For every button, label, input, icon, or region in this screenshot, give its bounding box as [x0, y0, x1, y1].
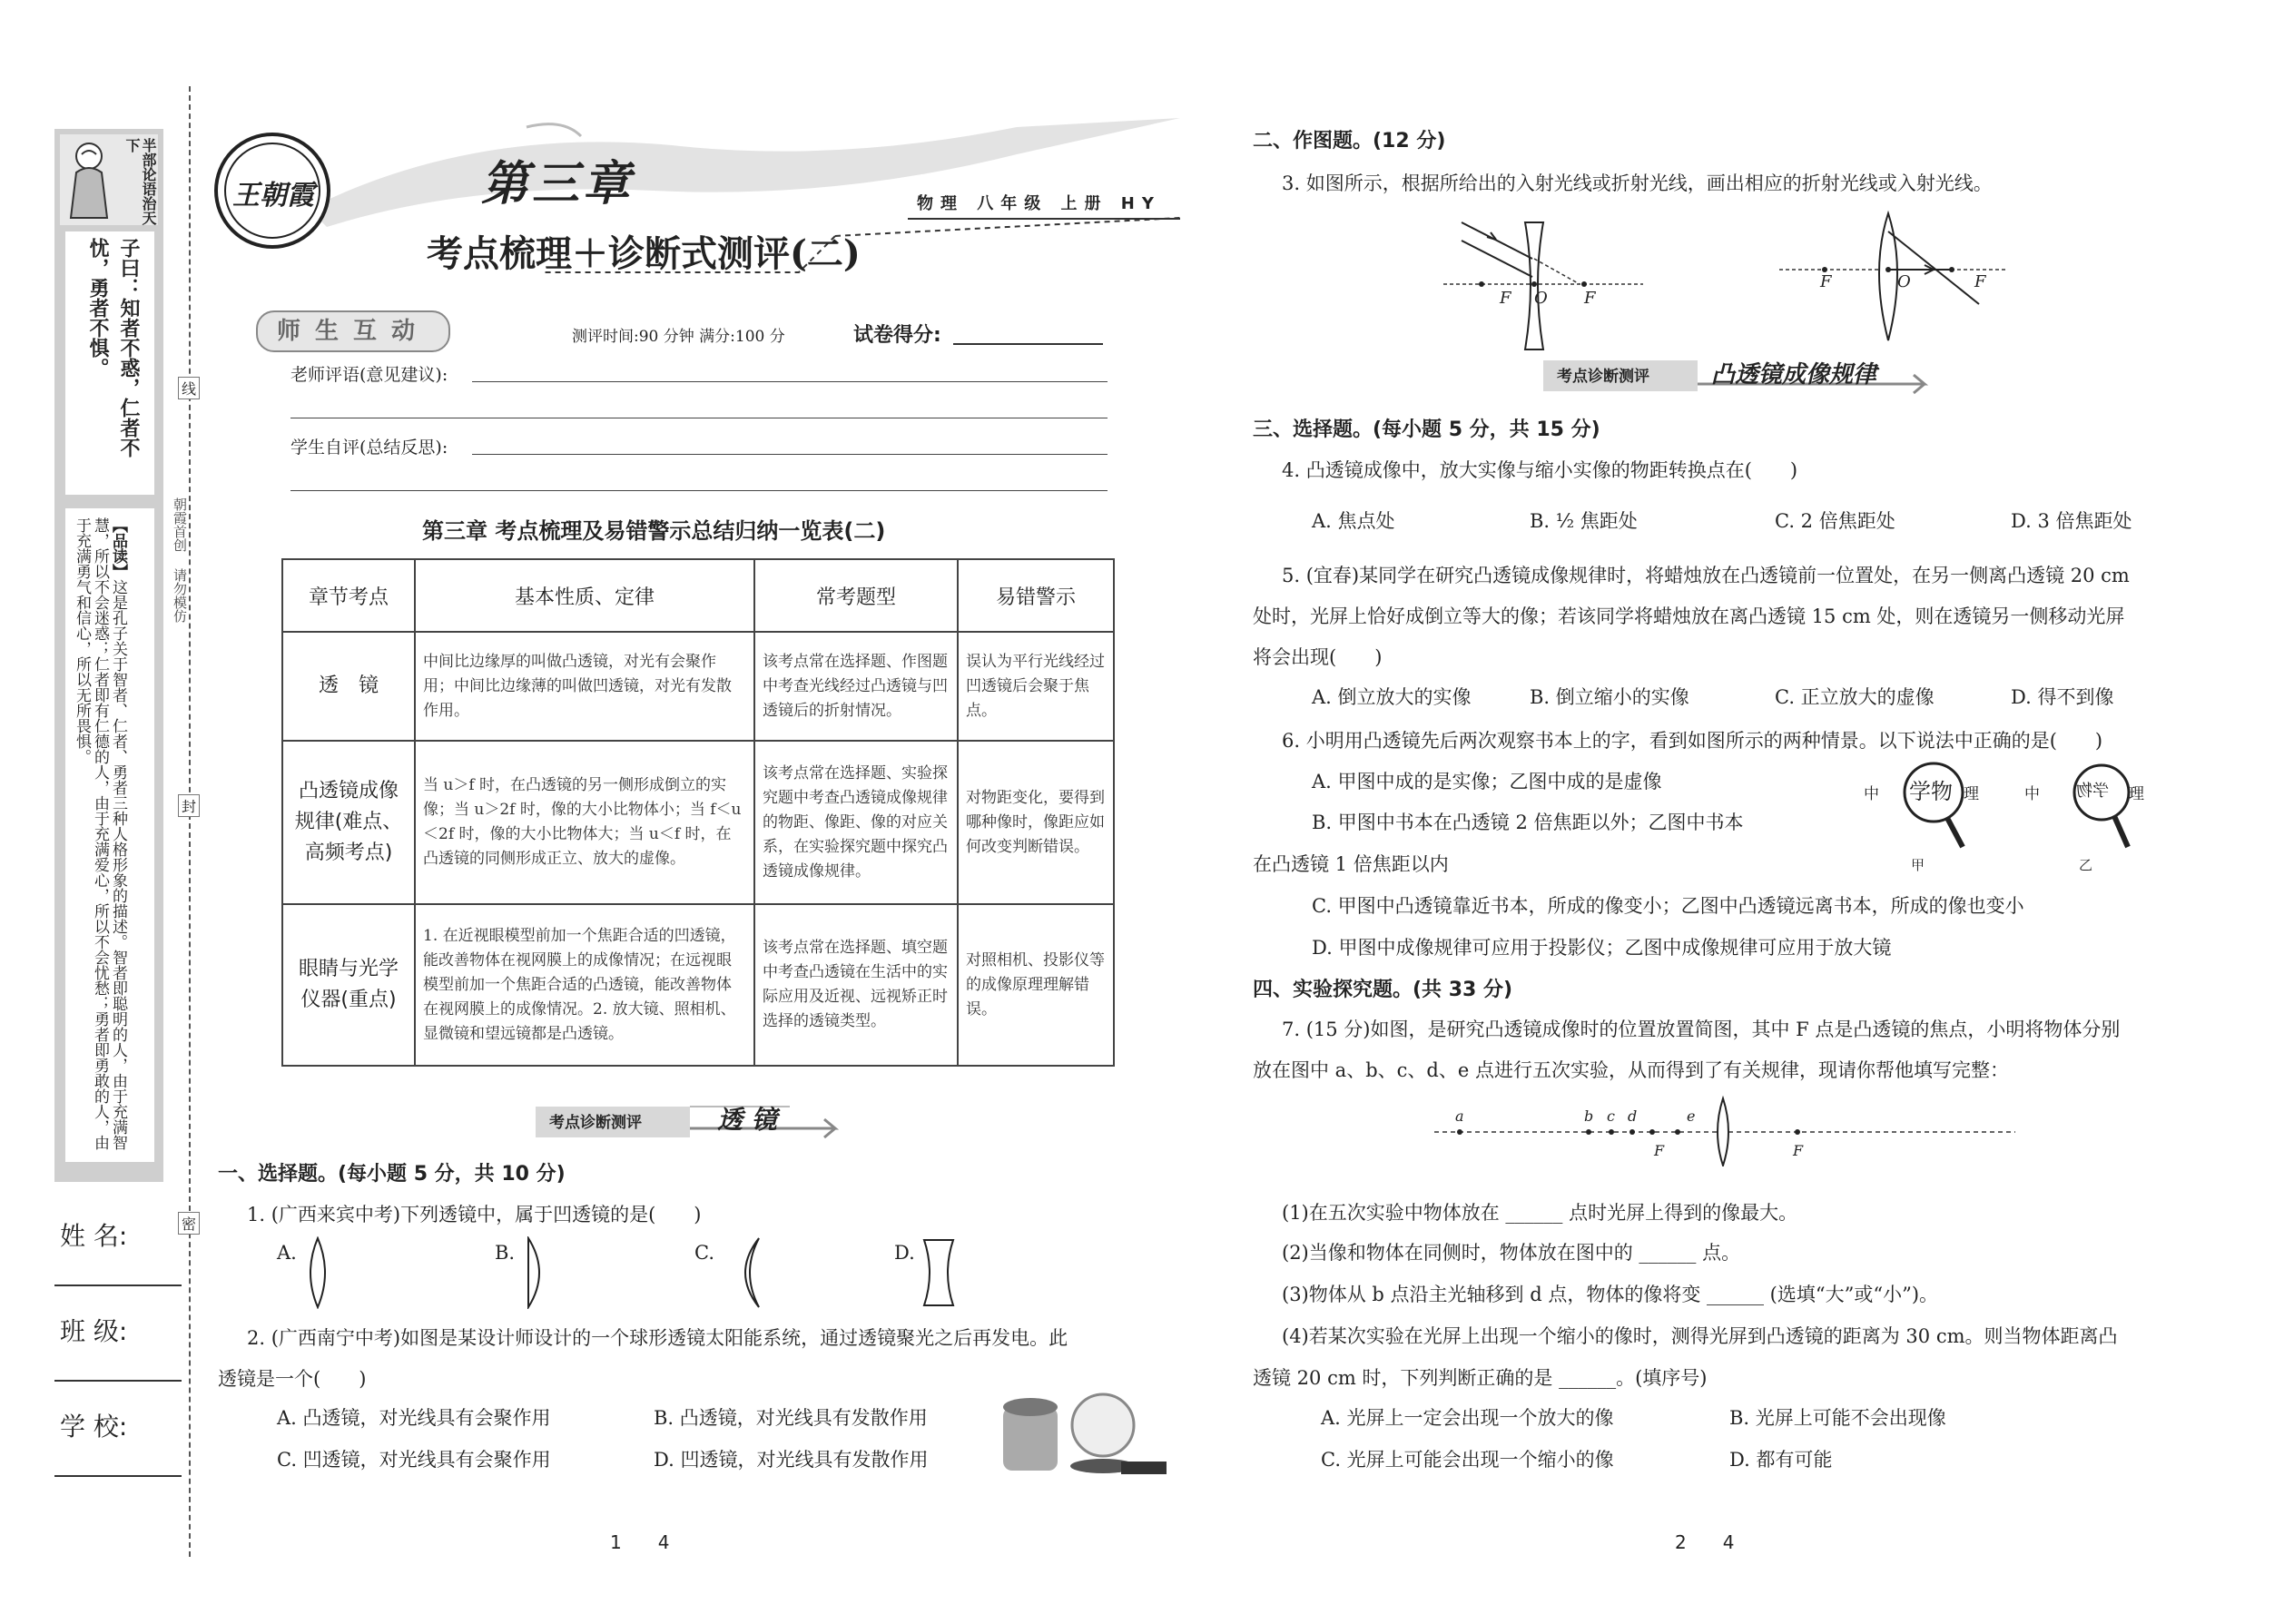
teacher-student-badge: 师生互动 [256, 310, 450, 352]
q7-sub-1: (1)在五次实验中物体放在 ______ 点时光屏上得到的像最大。 [1282, 1202, 1798, 1224]
page-subtitle: 考点梳理＋诊断式测评(二) [427, 232, 861, 275]
test-info: 测评时间:90 分钟 满分:100 分 [572, 328, 785, 346]
focus-label: O [1534, 289, 1548, 308]
q2-option-b[interactable]: B. 凸透镜，对光线具有发散作用 [654, 1407, 928, 1429]
col-header: 章节考点 [282, 559, 415, 632]
confucius-figure-icon [62, 136, 116, 222]
solar-sphere-photo [994, 1380, 1176, 1480]
convex-lens-icon [300, 1236, 336, 1309]
q6-option-a[interactable]: A. 甲图中成的是实像；乙图中成的是虚像 [1312, 771, 1662, 792]
col-header: 常考题型 [754, 559, 958, 632]
class-label: 班 级: [60, 1316, 128, 1346]
summary-table [281, 558, 1115, 1067]
section-2-title: 二、作图题。(12 分) [1253, 130, 1446, 153]
q7-sub-4-cont: 透镜 20 cm 时，下列判断正确的是 ______。(填序号) [1253, 1367, 1708, 1389]
student-comment-label: 学生自评(总结反思): [290, 438, 448, 458]
col-header: 基本性质、定律 [415, 559, 754, 632]
focus-label: F [1500, 289, 1511, 308]
q4-option-b[interactable]: B. ½ 焦距处 [1530, 510, 1638, 532]
q5-option-d[interactable]: D. 得不到像 [2011, 686, 2114, 708]
q1-option-d[interactable]: D. [894, 1242, 915, 1264]
q4-option-a[interactable]: A. 焦点处 [1312, 510, 1395, 532]
axis-point-d: d [1628, 1107, 1638, 1125]
question-5-line3: 将会出现( ) [1253, 646, 1383, 668]
q5-option-c[interactable]: C. 正立放大的虚像 [1775, 686, 1935, 708]
margin-mark-xian: 线 [178, 377, 200, 399]
sidebar-brand-area [60, 134, 158, 225]
diagnostic-badge-2: 考点诊断测评 [1557, 368, 1649, 386]
name-label: 姓 名: [60, 1221, 128, 1251]
q6-option-c[interactable]: C. 甲图中凸透镜靠近书本，所成的像变小；乙图中凸透镜远离书本，所成的像也变小 [1312, 895, 2024, 917]
question-2-line1: 2. (广西南宁中考)如图是某设计师设计的一个球形透镜太阳能系统，通过透镜聚光之后再发电。此 [247, 1327, 1068, 1349]
class-field[interactable] [54, 1380, 182, 1382]
score-label: 试卷得分: [853, 324, 941, 347]
page-number-1: 1 4 [610, 1531, 670, 1553]
type-cell: 该考点常在选择题、填空题中考查凸透镜在生活中的实际应用及近视、远视矫正时选择的透镜类型。 [754, 904, 958, 1066]
q7-option-c[interactable]: C. 光屏上可能会出现一个缩小的像 [1321, 1449, 1614, 1471]
q7-sub-4: (4)若某次实验在光屏上出现一个缩小的像时，测得光屏到凸透镜的距离为 30 cm。则当物体距离凸 [1282, 1325, 2118, 1347]
type-cell: 该考点常在选择题、作图题中考查光线经过凸透镜与凹透镜后的折射情况。 [754, 632, 958, 741]
q7-option-b[interactable]: B. 光屏上可能不会出现像 [1729, 1407, 1946, 1429]
focus-label: F [1820, 272, 1832, 291]
name-field[interactable] [54, 1284, 182, 1286]
law-cell: 当 u＞f 时，在凸透镜的另一侧形成倒立的实像；当 u＞2f 时，像的大小比物体小；当 f＜u＜2f 时，像的大小比物体大；当 u＜f 时，在凸透镜的同侧形成正立、放大的虚像。 [415, 741, 754, 904]
q5-option-b[interactable]: B. 倒立缩小的实像 [1530, 686, 1689, 708]
q5-option-a[interactable]: A. 倒立放大的实像 [1312, 686, 1472, 708]
axis-point-e: e [1687, 1107, 1696, 1125]
magnifier-left-text-3: 理 [1964, 785, 1979, 803]
magnifier-right-text-1: 中 [2024, 785, 2040, 803]
reading-text [73, 517, 127, 1153]
reading-body: 这是孔子关于智者、仁者、勇者三种人格形象的描述。智者即聪明的人，由于充满智慧，所以不会迷惑；仁者即有仁德的人，由于充满爱心，所以不会忧愁；勇者即勇敢的人，由于充满勇气和信心，所以无所畏惧。 [73, 517, 127, 1150]
copyright-note: 朝霞首创 请勿模仿 [172, 497, 188, 623]
confucius-quote: 子曰：知者不惑，仁者不忧，勇者不惧。 [86, 238, 140, 458]
q6-option-d[interactable]: D. 甲图中成像规律可应用于投影仪；乙图中成像规律可应用于放大镜 [1312, 937, 1892, 959]
lens-ray-diagrams [1443, 204, 2015, 359]
q1-option-a[interactable]: A. [277, 1242, 297, 1264]
teacher-comment-label: 老师评语(意见建议): [290, 365, 448, 385]
section-topic-lens: 透 镜 [717, 1105, 777, 1135]
figure-caption-yi: 乙 [2079, 857, 2093, 873]
school-label: 学 校: [60, 1412, 128, 1442]
q2-option-a[interactable]: A. 凸透镜，对光线具有会聚作用 [277, 1407, 551, 1429]
question-7-line2: 放在图中 a、b、c、d、e 点进行五次实验，从而得到了有关规律，现请你帮他填写完整： [1253, 1059, 2009, 1081]
chapter-title: 第三章 [481, 156, 635, 212]
axis-point-b: b [1584, 1107, 1594, 1125]
axis-point-a: a [1455, 1107, 1464, 1125]
school-field[interactable] [54, 1475, 182, 1477]
teacher-comment-field[interactable] [472, 381, 1108, 382]
q4-option-c[interactable]: C. 2 倍焦距处 [1775, 510, 1895, 532]
focus-label: O [1897, 272, 1911, 291]
topic-cell: 透 镜 [282, 632, 415, 741]
axis-point-f1: F [1654, 1142, 1665, 1159]
question-6: 6. 小明用凸透镜先后两次观察书本上的字，看到如图所示的两种情景。以下说法中正确的是( ) [1282, 730, 2103, 752]
magnifier-figures [1861, 761, 2170, 879]
q1-option-b[interactable]: B. [495, 1242, 516, 1264]
warn-cell: 对照相机、投影仪等的成像原理理解错误。 [958, 904, 1114, 1066]
figure-caption-jia: 甲 [1911, 857, 1925, 873]
section-1-title: 一、选择题。(每小题 5 分，共 10 分) [218, 1163, 566, 1186]
plano-convex-lens-icon [517, 1236, 554, 1309]
magnifier-left-text-2: 学物 [1909, 779, 1953, 804]
magnifier-left-text-1: 中 [1864, 785, 1879, 803]
score-field[interactable] [953, 343, 1103, 345]
diagnostic-badge-1: 考点诊断测评 [549, 1114, 642, 1132]
table-header-row [282, 559, 1114, 632]
q7-sub-3: (3)物体从 b 点沿主光轴移到 d 点，物体的像将变 ______ (选填“大”或“小”)。 [1282, 1284, 1939, 1305]
student-comment-field[interactable] [472, 454, 1108, 455]
topic-cell: 凸透镜成像规律(难点、高频考点) [282, 741, 415, 904]
meniscus-lens-icon [726, 1236, 772, 1309]
margin-mark-feng: 封 [178, 794, 200, 817]
warn-cell: 误认为平行光线经过凹透镜后会聚于焦点。 [958, 632, 1114, 741]
section-3-title: 三、选择题。(每小题 5 分，共 15 分) [1253, 418, 1600, 441]
question-4: 4. 凸透镜成像中，放大实像与缩小实像的物距转换点在( ) [1282, 459, 1798, 481]
col-header: 易错警示 [958, 559, 1114, 632]
binding-cut-line [189, 86, 191, 1557]
table-title: 第三章 考点梳理及易错警示总结归纳一览表(二) [422, 518, 886, 544]
question-3: 3. 如图所示，根据所给出的入射光线或折射光线，画出相应的折射光线或入射光线。 [1282, 172, 1993, 194]
q2-option-d[interactable]: D. 凹透镜，对光线具有发散作用 [654, 1449, 929, 1471]
section-topic-convex: 凸透镜成像规律 [1711, 361, 1877, 389]
axis-point-c: c [1607, 1107, 1615, 1125]
table-row [282, 632, 1114, 741]
question-1: 1. (广西来宾中考)下列透镜中，属于凹透镜的是( ) [247, 1204, 702, 1225]
reading-label: 【品读】 [109, 517, 127, 579]
q7-sub-2: (2)当像和物体在同侧时，物体放在图中的 ______ 点。 [1282, 1242, 1741, 1264]
question-7-line1: 7. (15 分)如图，是研究凸透镜成像时的位置放置简图，其中 F 点是凸透镜的焦点，小明将物体分别 [1282, 1019, 2121, 1040]
question-5-line1: 5. (宜春)某同学在研究凸透镜成像规律时，将蜡烛放在凸透镜前一位置处，在另一侧离凸透镜 20 cm [1282, 565, 2130, 586]
q7-option-a[interactable]: A. 光屏上一定会出现一个放大的像 [1321, 1407, 1614, 1429]
student-comment-field-2[interactable] [290, 490, 1108, 491]
magnifier-right-text-2: 学物 [2076, 782, 2109, 801]
axis-point-f2: F [1793, 1142, 1804, 1159]
concave-lens-icon [917, 1236, 962, 1309]
magnifier-right-text-3: 理 [2129, 785, 2144, 803]
focus-label: F [1584, 289, 1596, 308]
section-4-title: 四、实验探究题。(共 33 分) [1253, 979, 1513, 1001]
table-row [282, 741, 1114, 904]
q4-option-d[interactable]: D. 3 倍焦距处 [2011, 510, 2132, 532]
table-row [282, 904, 1114, 1066]
optical-axis-figure [1434, 1094, 2024, 1166]
q1-option-c[interactable]: C. [694, 1242, 714, 1264]
topic-cell: 眼睛与光学仪器(重点) [282, 904, 415, 1066]
question-2-line2: 透镜是一个( ) [218, 1368, 367, 1390]
type-cell: 该考点常在选择题、实验探究题中考查凸透镜成像规律的物距、像距、像的对应关系，在实验探究题中探究凸透镜成像规律。 [754, 741, 958, 904]
law-cell: 中间比边缘厚的叫做凸透镜，对光有会聚作用；中间比边缘薄的叫做凹透镜，对光有发散作用。 [415, 632, 754, 741]
q7-option-d[interactable]: D. 都有可能 [1729, 1449, 1833, 1471]
q6-option-b-cont: 在凸透镜 1 倍焦距以内 [1253, 853, 1449, 875]
series-brand: 半部论语治天下 [123, 138, 157, 225]
publisher-logo: 王朝霞 [232, 180, 314, 212]
margin-mark-mi: 密 [178, 1212, 200, 1235]
warn-cell: 对物距变化，要得到哪种像时，像距应如何改变判断错误。 [958, 741, 1114, 904]
meta-underline [908, 218, 1180, 220]
book-meta: 物理 八年级 上册 HY [917, 194, 1161, 213]
focus-label: F [1974, 272, 1986, 291]
q6-option-b[interactable]: B. 甲图中书本在凸透镜 2 倍焦距以外；乙图中书本 [1312, 812, 1744, 833]
q2-option-c[interactable]: C. 凹透镜，对光线具有会聚作用 [277, 1449, 551, 1471]
question-5-line2: 处时，光屏上恰好成倒立等大的像；若该同学将蜡烛放在离凸透镜 15 cm 处，则在透镜另一侧移动光屏 [1253, 605, 2125, 627]
law-cell: 1. 在近视眼模型前加一个焦距合适的凹透镜，能改善物体在视网膜上的成像情况；在远视眼模型前加一个焦距合适的凸透镜，能改善物体在视网膜上的成像情况。2. 放大镜、照相机、显微镜和望远镜都是凸透镜。 [415, 904, 754, 1066]
page-number-2: 2 4 [1675, 1531, 1735, 1553]
